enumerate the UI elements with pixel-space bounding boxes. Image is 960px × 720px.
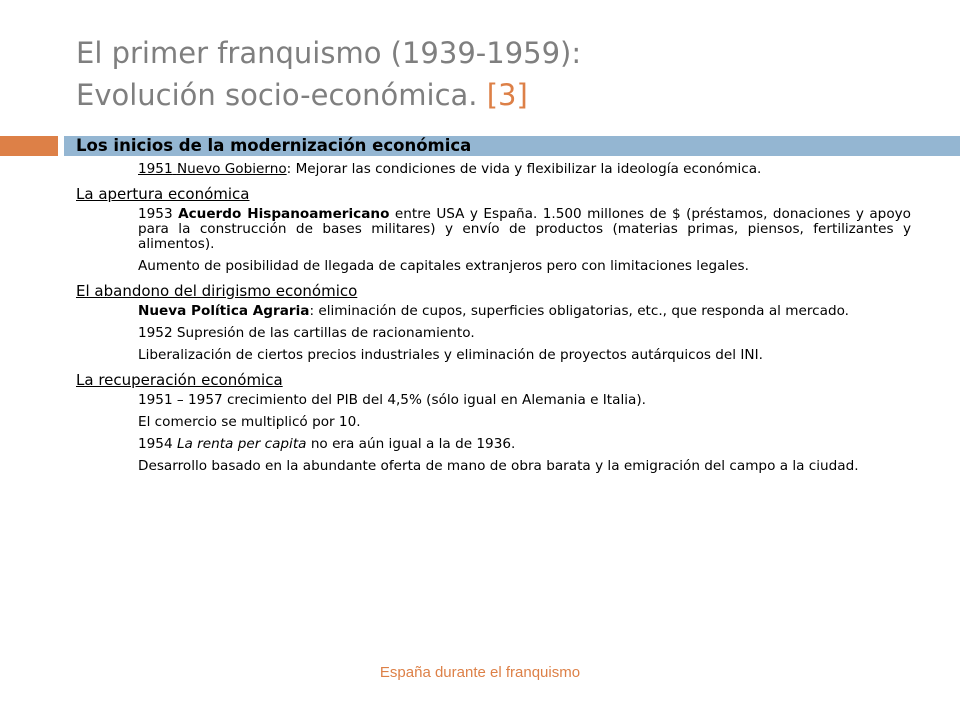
apertura-bold: Acuerdo Hispanoamericano: [178, 206, 390, 222]
title-slide-number: [3]: [486, 78, 528, 112]
apertura-paragraph-1: [138, 207, 911, 252]
recuperacion-paragraph-2: El comercio se multiplicó por 10.: [138, 414, 361, 430]
title-line-1: El primer franquismo (1939-1959):: [76, 36, 582, 70]
intro-paragraph: [138, 162, 911, 177]
accent-bar-orange: [0, 136, 58, 156]
abandono-paragraph-1: [138, 304, 911, 319]
abandono-bold: Nueva Política Agraria: [138, 303, 310, 319]
recuperacion-paragraph-3: [138, 437, 911, 452]
title-line-2: [76, 74, 936, 116]
abandono-paragraph-3: Liberalización de ciertos precios industriales y eliminación de proyectos autárquicos del INI.: [138, 347, 763, 363]
recuperacion-paragraph-1: 1951 – 1957 crecimiento del PIB del 4,5% (sólo igual en Alemania e Italia).: [138, 392, 646, 408]
recuperacion-year: 1954: [138, 436, 173, 452]
intro-name: Nuevo Gobierno: [176, 161, 287, 177]
section-title-recuperacion: La recuperación económica: [76, 371, 283, 389]
intro-text: : Mejorar las condiciones de vida y flexibilizar la ideología económica.: [286, 161, 762, 177]
title-line-2-text: Evolución socio-económica.: [76, 78, 478, 112]
slide-content: [76, 136, 911, 481]
apertura-text: entre USA y España. 1.500 millones de $ (préstamos, donaciones y apoyo para la construcción de bases militares) y envío de productos (materias primas, piensos, fertilizantes y alimentos).: [138, 206, 911, 252]
intro-year: 1951: [138, 161, 173, 177]
recuperacion-italic: La renta per capita: [176, 436, 307, 452]
section-heading: Los inicios de la modernización económica: [76, 136, 472, 155]
apertura-paragraph-2: Aumento de posibilidad de llegada de capitales extranjeros pero con limitaciones legales.: [138, 258, 749, 274]
slide-title: [76, 32, 936, 116]
apertura-year: 1953: [138, 206, 173, 222]
recuperacion-text: no era aún igual a la de 1936.: [310, 436, 516, 452]
slide-footer: España durante el franquismo: [379, 664, 581, 681]
section-title-abandono: El abandono del dirigismo económico: [76, 282, 358, 300]
recuperacion-paragraph-4: Desarrollo basado en la abundante oferta de mano de obra barata y la emigración del campo a la ciudad.: [138, 458, 859, 474]
intro-label: [138, 161, 287, 177]
abandono-text: : eliminación de cupos, superficies obligatorias, etc., que responda al mercado.: [309, 303, 849, 319]
section-title-apertura: La apertura económica: [76, 185, 250, 203]
abandono-paragraph-2: 1952 Supresión de las cartillas de racionamiento.: [138, 325, 475, 341]
